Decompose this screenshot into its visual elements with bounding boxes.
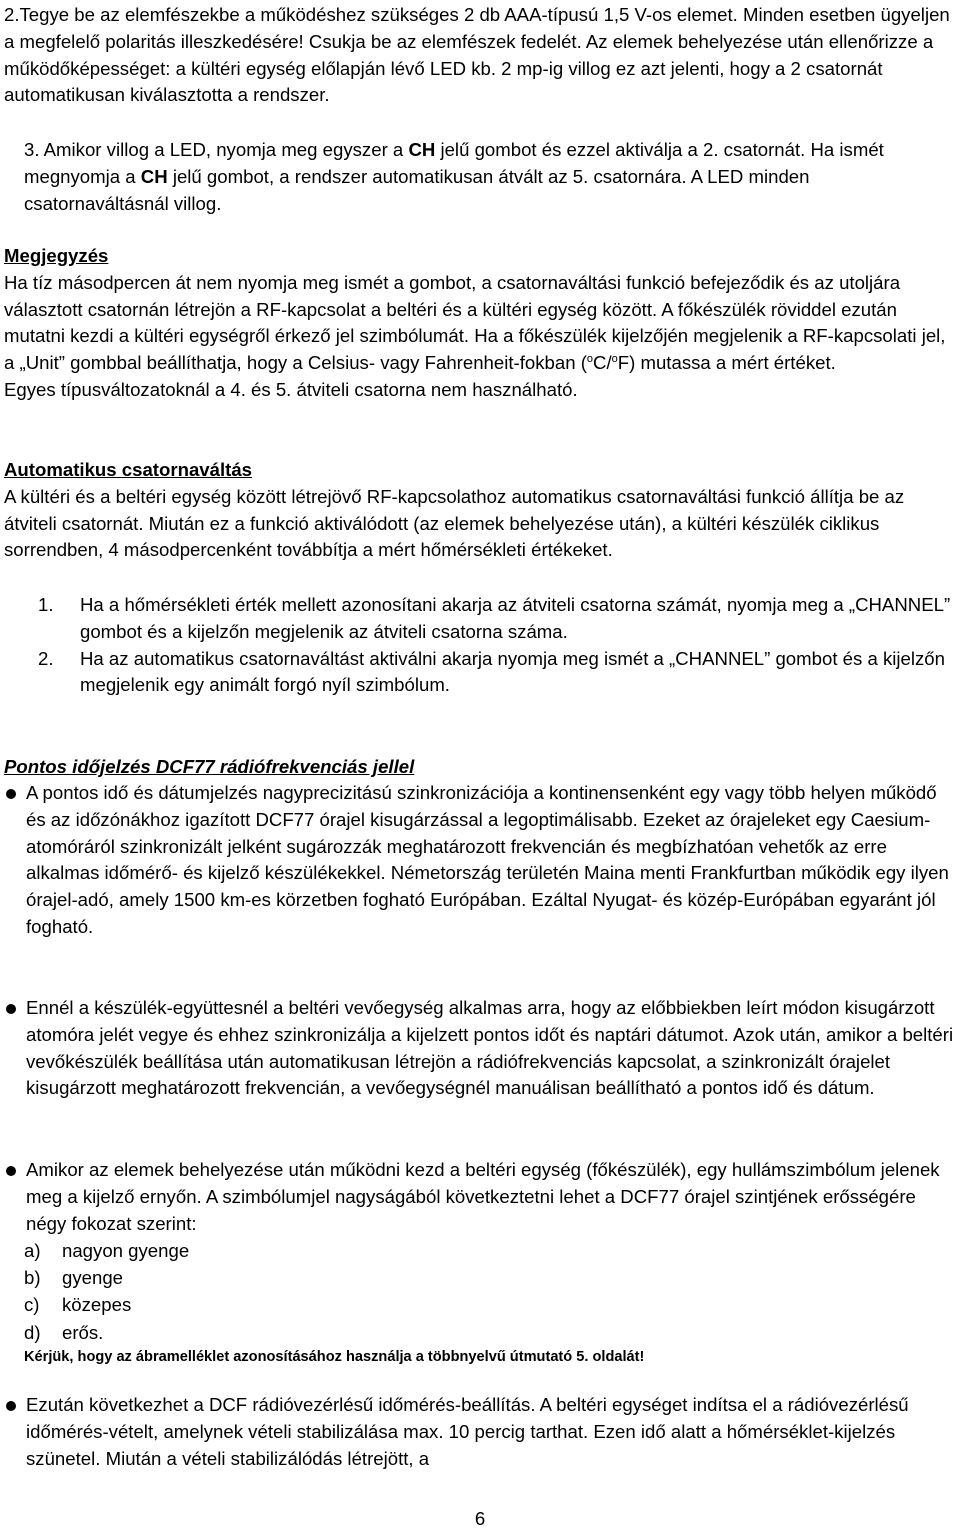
bullet-item: A pontos idő és dátumjelzés nagyprecizitású szinkronizációja a kontinensenként egy vagy több helyen működő és az időzónákhoz igazított DCF77 órajel kisugárzással a legoptimálisabb. Ezeket az órajeleket egy Caesium-atomóráról szinkronizált jelként sugározzák meghatározott frekvencián és megbízhatóan vehetők az erre alkalmas időmérő- és kijelző készülékekkel. Németország területén Maina menti Frankfurtban működik egy ilyen órajel-adó, amely 1500 km-es körzetben fogható Európában. Ezáltal Nyugat- és közép-Európában egyaránt jól fogható. bbox=[4, 780, 954, 941]
auto-channel-paragraph: A kültéri és a beltéri egység között létrejövő RF-kapcsolathoz automatikus csatornaváltási funkció állítja be az átviteli csatornát. Miután ez a funkció aktiválódott (az elemek behelyezése után), a kültéri készülék ciklikus sorrendben, 4 másodpercenként továbbítja a mért hőmérsékleti értékeket. bbox=[4, 485, 905, 561]
list-item: d) erős. bbox=[24, 1321, 104, 1343]
step-3-paragraph: 3. Amikor villog a LED, nyomja meg egyszer a CH jelű gombot és ezzel aktiválja a 2. csatornát. Ha ismét megnyomja a CH jelű gombot, a rendszer automatikusan átvált az 5. csatornára. A LED minden csatornaváltásnál villog. bbox=[24, 139, 884, 214]
list-item: a) nagyon gyenge bbox=[24, 1240, 190, 1261]
bullet-icon bbox=[6, 1004, 16, 1014]
list-item: 2. Ha az automatikus csatornaváltást aktiválni akarja nyomja meg ismét a „CHANNEL” gombot és a kijelzőn megjelenik egy animált forgó nyíl szimbólum. bbox=[38, 647, 945, 696]
auto-channel-steps bbox=[38, 592, 954, 699]
auto-channel-section bbox=[4, 457, 954, 564]
bold-note: Kérjük, hogy az ábramelléklet azonosításához használja a többnyelvű útmutató 5. oldalát! bbox=[24, 1349, 645, 1365]
list-item: 1. Ha a hőmérsékleti érték mellett azonosítani akarja az átviteli csatorna számát, nyomja meg a „CHANNEL” gombot és a kijelzőn megjelenik az átviteli csatorna száma. bbox=[38, 594, 951, 642]
bullet-item: Ezután következhet a DCF rádióvezérlésű időmérés-beállítás. A beltéri egységet indítsa el a rádióvezérlésű időmérés-vételt, amelynek vételi stabilizálása max. 10 percig tarthat. Ezen idő alatt a hőmérséklet-kijelzés szünetel. Miután a vételi stabilizálódás létrejött, a bbox=[4, 1392, 954, 1472]
note-paragraph: Ha tíz másodpercen át nem nyomja meg ismét a gombot, a csatornaváltási funkció befejeződik és az utoljára választott csatornán létrejön a RF-kapcsolat a beltéri és a kültéri egység között. A főkészülék röviddel ezután mutatni kezdi a kültéri egységről érkező jel szimbólumát. Ha a főkészülék kijelzőjén megjelenik a RF-kapcsolati jel, a „Unit” gombbal beállíthatja, hogy a Celsius- vagy Fahrenheit-fokban ($^o$C/$^o$F) mutassa a mért értéket. bbox=[4, 271, 946, 374]
note-heading: Megjegyzés bbox=[4, 245, 109, 266]
bullet-item: Ennél a készülék-együttesnél a beltéri vevőegység alkalmas arra, hogy az előbbiekben leírt módon kisugárzott atomóra jelét vegye és ehhez szinkronizálja a kijelzett pontos időt és naptári dátumot. Azok után, amikor a beltéri vevőkészülék beállítása után automatikusan létrejön a rádiófrekvenciás kapcsolat, a szinkronizált órajelet kisugárzott meghatározott frekvencián, a vevőegységnél manuálisan beállítható a pontos idő és dátum. bbox=[4, 995, 954, 1102]
ch-button-label: CH bbox=[140, 165, 168, 187]
dcf77-heading: Pontos időjelzés DCF77 rádiófrekvenciás jellel bbox=[4, 756, 415, 777]
bullet-item: Amikor az elemek behelyezése után működni kezd a beltéri egység (főkészülék), egy hullámszimbólum jelenek meg a kijelző ernyőn. A szimbólumjel nagyságából következtetni lehet a DCF77 órajel szintjének erősségére négy fokozat szerint: bbox=[4, 1157, 954, 1237]
step-2-paragraph: 2.Tegye be az elemfészekbe a működéshez szükséges 2 db AAA-típusú 1,5 V-os elemet. Minden esetben ügyeljen a megfelelő polaritás illeszkedésére! Csukja be az elemfészek fedelét. Az elemek behelyezése után ellenőrizze a működőképességet: a kültéri egység előlapján lévő LED kb. 2 mp-ig villog ez azt jelenti, hogy a 2 csatornát automatikusan kiválasztotta a rendszer. bbox=[4, 4, 950, 106]
bullet-icon bbox=[6, 1401, 16, 1411]
note-channel-limit: Egyes típusváltozatoknál a 4. és 5. átviteli csatorna nem használható. bbox=[4, 378, 578, 400]
list-item: b) gyenge bbox=[24, 1267, 124, 1289]
auto-channel-heading: Automatikus csatornaváltás bbox=[4, 459, 253, 480]
page-number: 6 bbox=[474, 1508, 486, 1529]
signal-level-list bbox=[24, 1237, 924, 1346]
list-item: c) közepes bbox=[24, 1294, 132, 1316]
bullet-icon bbox=[6, 1166, 16, 1176]
ch-button-label: CH bbox=[408, 139, 436, 160]
note-section bbox=[4, 243, 954, 404]
bullet-icon bbox=[6, 789, 16, 799]
